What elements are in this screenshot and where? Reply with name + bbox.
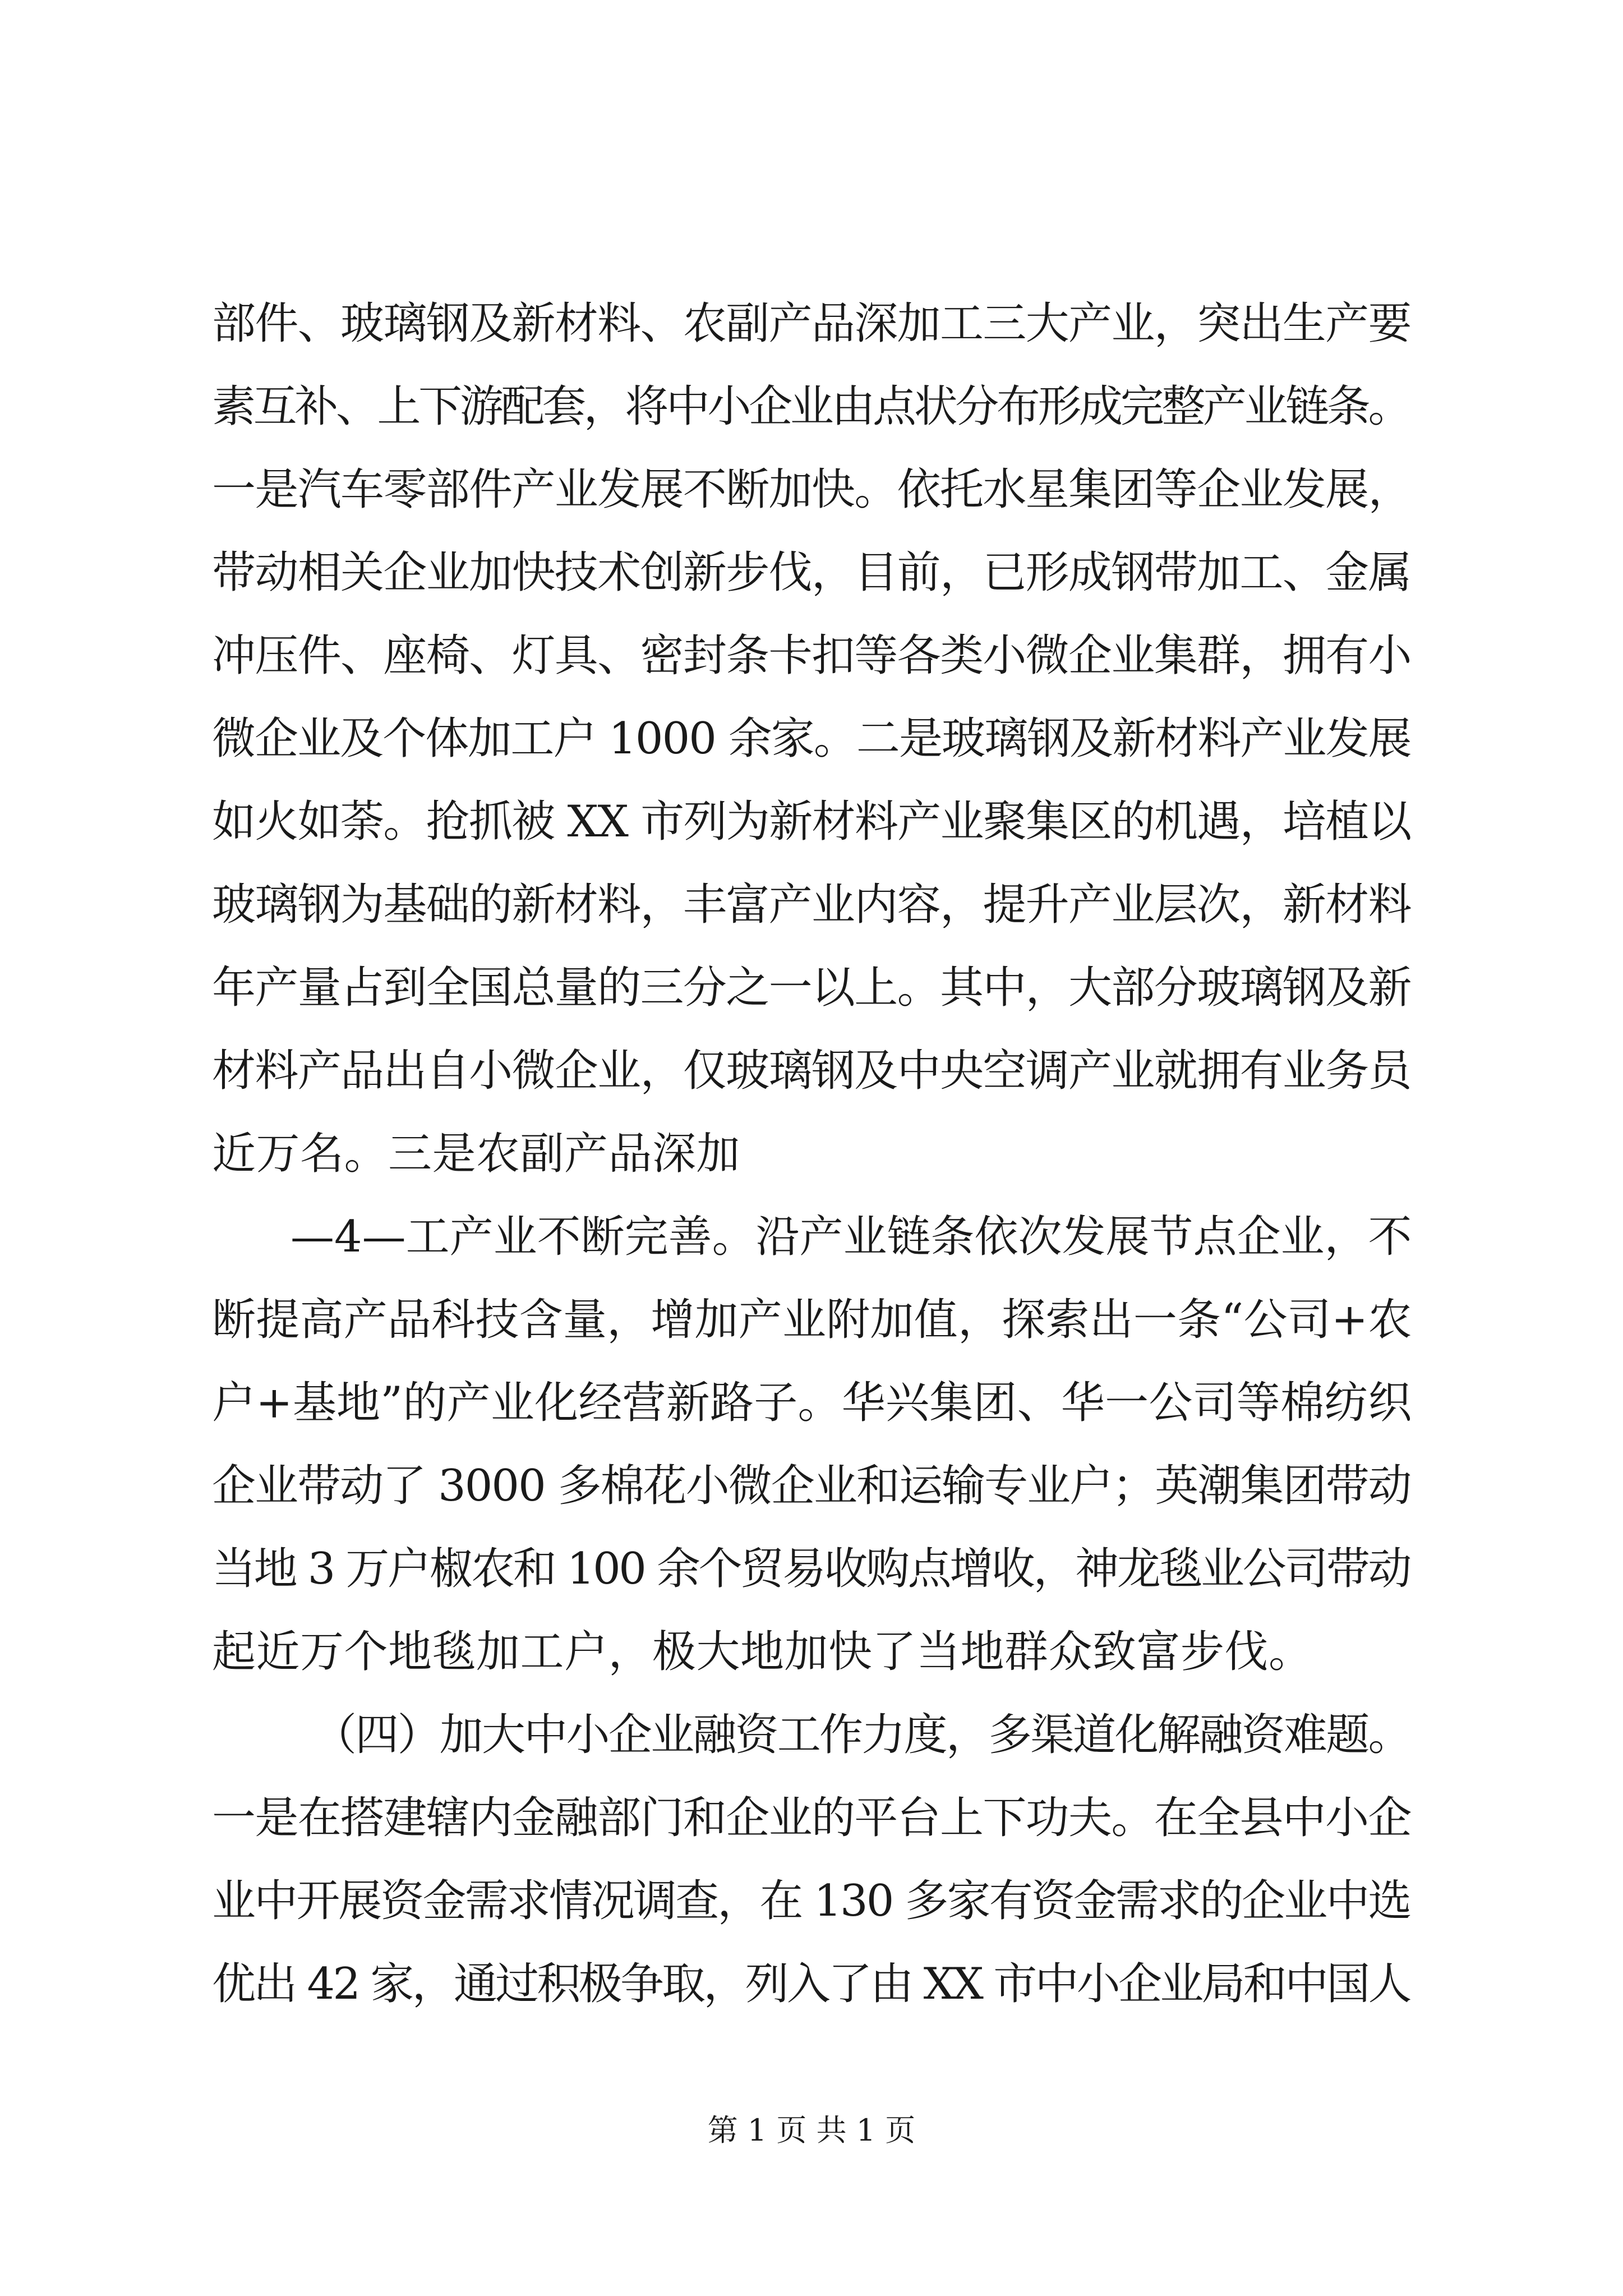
- text-line: 断提高产品科技含量，增加产业附加值，探索出一条“公司+农: [212, 1295, 1412, 1345]
- text-line: 优出 42 家，通过积极争取，列入了由 XX 市中小企业局和中国人: [212, 1959, 1410, 2009]
- text-line: 如火如荼。抢抓被 XX 市列为新材料产业聚集区的机遇，培植以: [212, 797, 1411, 847]
- text-line: （四）加大中小企业融资工作力度，多渠道化解融资难题。: [313, 1710, 1410, 1760]
- page-footer: 第 1 页 共 1 页: [707, 2113, 916, 2148]
- text-line: 年产量占到全国总量的三分之一以上。其中，大部分玻璃钢及新: [212, 963, 1411, 1013]
- text-line: 微企业及个体加工户 1000 余家。二是玻璃钢及新材料产业发展: [212, 714, 1411, 764]
- text-line: 近万名。三是农副产品深加: [212, 1129, 741, 1179]
- text-line: 当地 3 万户椒农和 100 余个贸易收购点增收，神龙毯业公司带动: [212, 1544, 1410, 1594]
- text-line: 一是在搭建辖内金融部门和企业的平台上下功夫。在全县中小企: [212, 1793, 1411, 1843]
- text-line: —4—工产业不断完善。沿产业链条依次发展节点企业，不: [291, 1212, 1412, 1262]
- text-line: 素互补、上下游配套，将中小企业由点状分布形成完整产业链条。: [212, 381, 1410, 432]
- text-line: 冲压件、座椅、灯具、密封条卡扣等各类小微企业集群，拥有小: [212, 631, 1411, 681]
- text-line: 企业带动了 3000 多棉花小微企业和运输专业户；英潮集团带动: [212, 1461, 1411, 1511]
- text-line: 户+基地”的产业化经营新路子。华兴集团、华一公司等棉纺织: [212, 1378, 1412, 1428]
- text-line: 带动相关企业加快技术创新步伐，目前，已形成钢带加工、金属: [212, 547, 1411, 598]
- text-line: 材料产品出自小微企业，仅玻璃钢及中央空调产业就拥有业务员: [212, 1046, 1411, 1096]
- text-line: 起近万个地毯加工户，极大地加快了当地群众致富步伐。: [212, 1627, 1313, 1677]
- text-line: 部件、玻璃钢及新材料、农副产品深加工三大产业，突出生产要: [212, 298, 1411, 349]
- text-line: 玻璃钢为基础的新材料，丰富产业内容，提升产业层次，新材料: [212, 880, 1411, 930]
- text-line: 一是汽车零部件产业发展不断加快。依托水星集团等企业发展，: [212, 464, 1411, 515]
- text-line: 业中开展资金需求情况调查，在 130 多家有资金需求的企业中选: [212, 1876, 1410, 1926]
